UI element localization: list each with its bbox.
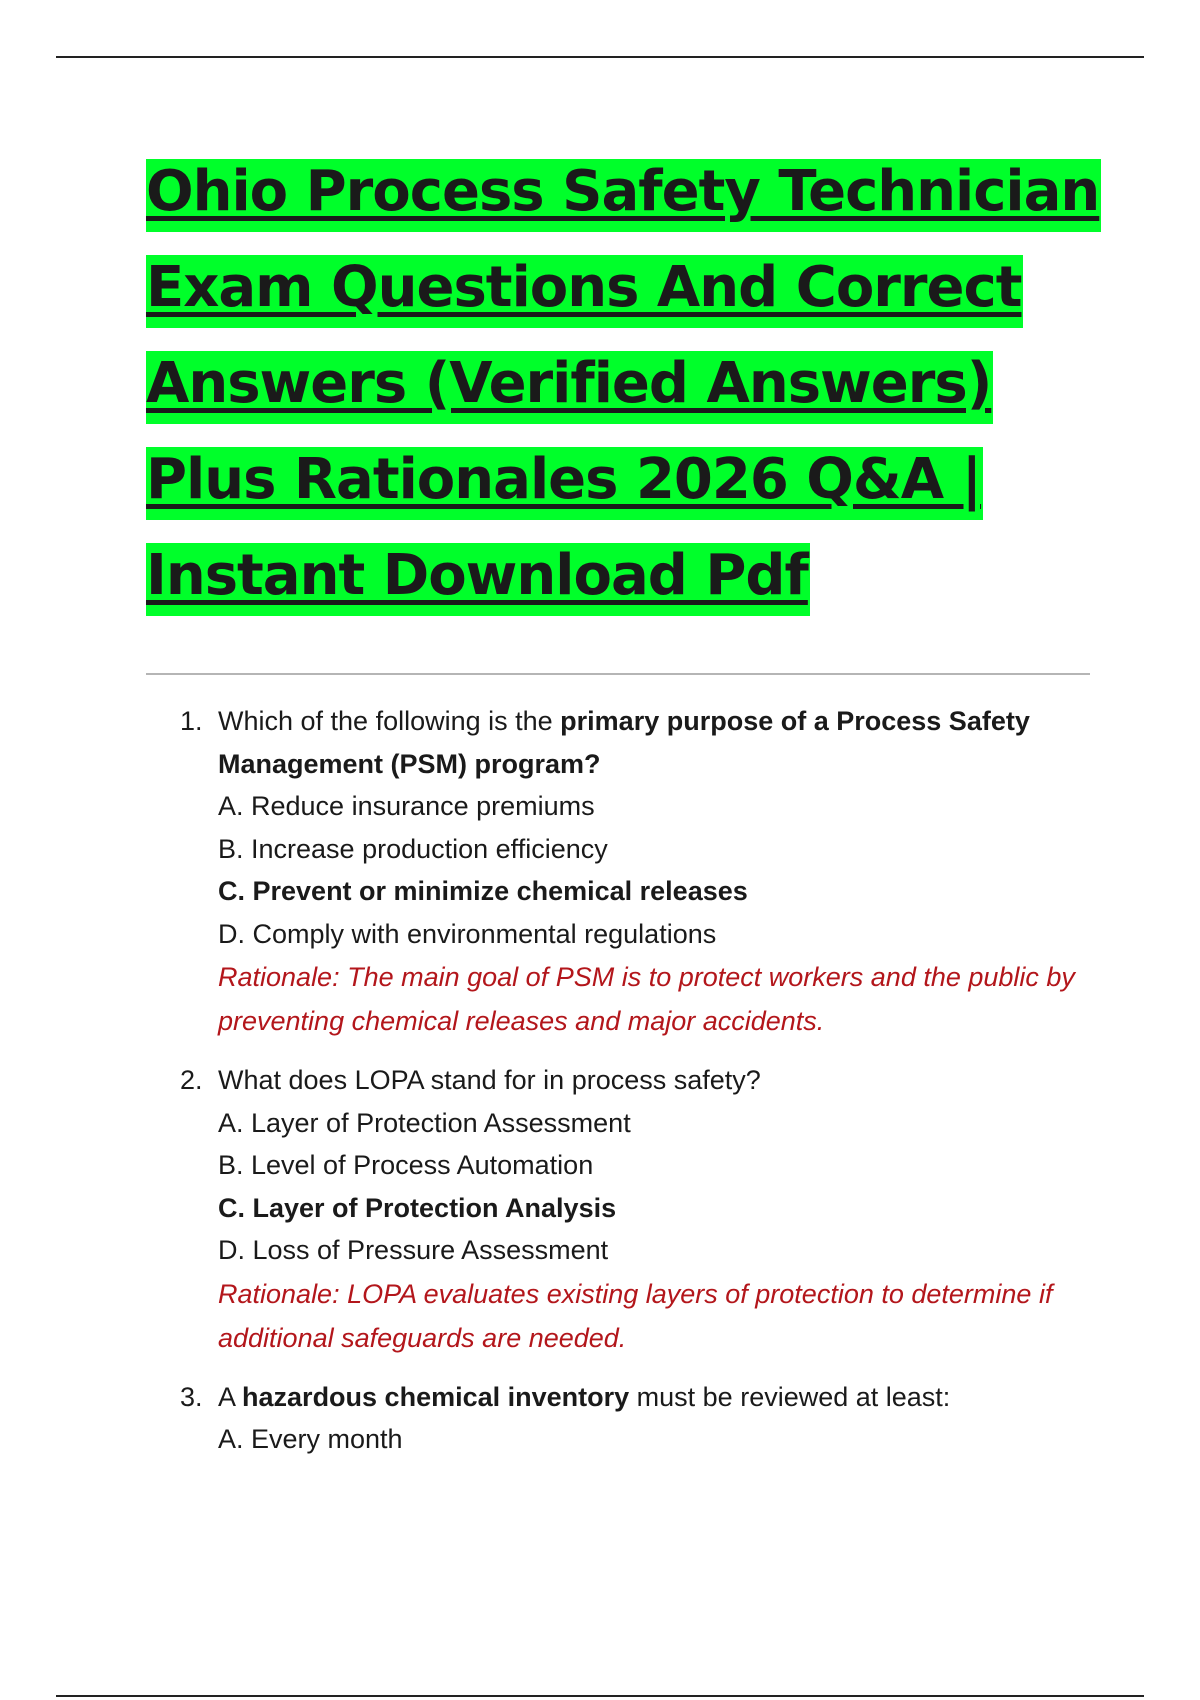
answer-option: A. Reduce insurance premiums [218, 791, 595, 821]
answer-option: D. Loss of Pressure Assessment [218, 1235, 609, 1265]
footer-rule [56, 1695, 1144, 1697]
answer-option: A. Every month [218, 1424, 403, 1454]
correct-answer-option: C. Layer of Protection Analysis [218, 1192, 617, 1223]
answer-option: A. Layer of Protection Assessment [218, 1107, 631, 1138]
question-number: 2. [180, 1065, 203, 1095]
title-line: Exam Questions And Correct [146, 240, 1106, 336]
question-stem: A hazardous chemical inventory must be reviewed at least: [218, 1381, 951, 1412]
answer-option: D. Comply with environmental regulations [218, 918, 717, 949]
question-number: 1. [180, 706, 203, 736]
answer-option: B. Increase production efficiency [218, 833, 608, 864]
question-number: 3. [180, 1381, 203, 1412]
section-divider [146, 673, 1090, 675]
question-item [180, 1059, 1100, 1360]
title-line: Plus Rationales 2026 Q&A | [146, 432, 1106, 528]
answer-option: B. Level of Process Automation [218, 1150, 594, 1180]
rationale-text: Rationale: The main goal of PSM is to protect workers and the public by preventing chemical releases and major accidents. [218, 962, 1075, 1036]
question-list [180, 700, 1100, 1477]
title-line: Answers (Verified Answers) [146, 336, 1106, 432]
correct-answer-option: C. Prevent or minimize chemical releases [218, 876, 748, 906]
question-item [180, 700, 1100, 1043]
question-item [180, 1376, 1100, 1461]
rationale-text: Rationale: LOPA evaluates existing layers of protection to determine if additional safeguards are needed. [218, 1278, 1053, 1353]
question-stem: What does LOPA stand for in process safety? [218, 1065, 761, 1095]
question-stem: Which of the following is the primary purpose of a Process Safety Management (PSM) program? [218, 706, 1030, 779]
header-rule [56, 56, 1144, 58]
document-title [146, 144, 1106, 624]
title-line: Instant Download Pdf [146, 528, 1106, 624]
title-line: Ohio Process Safety Technician [146, 144, 1106, 240]
